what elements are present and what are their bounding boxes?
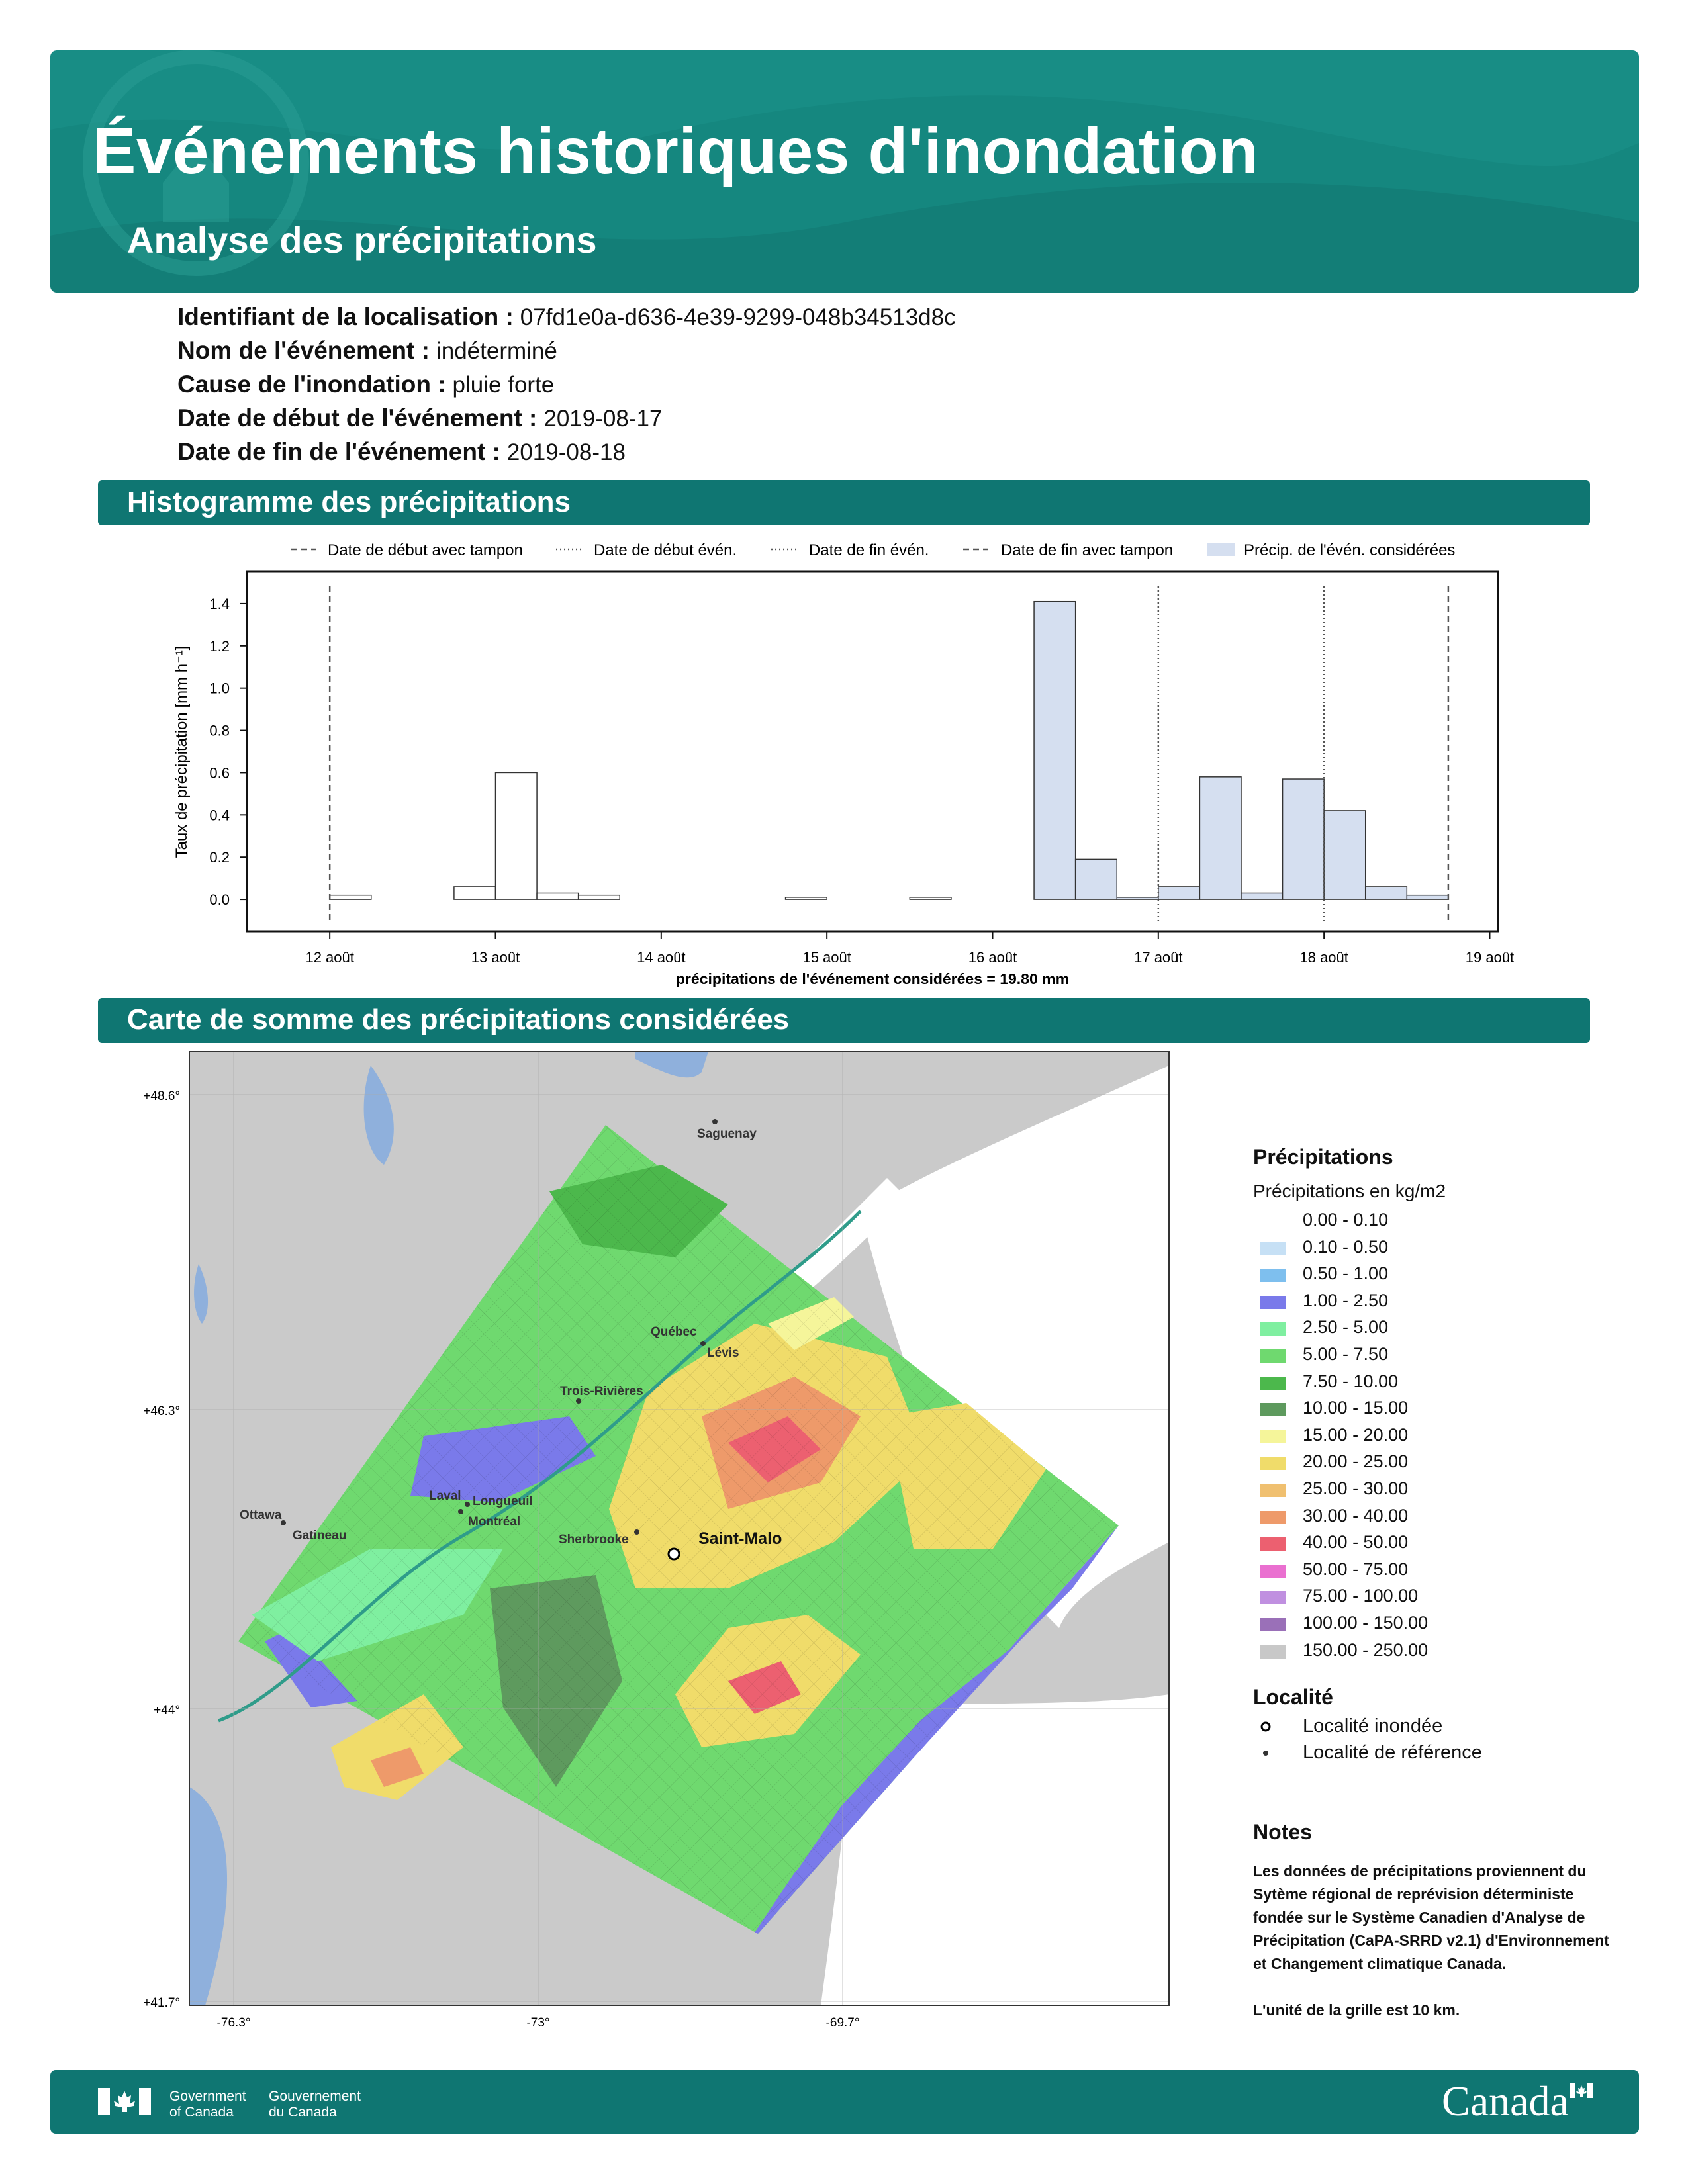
- histogram-bar: [537, 893, 579, 900]
- info-flood-cause: [177, 371, 554, 398]
- histogram-bar: [1117, 897, 1158, 899]
- legend-class-item: [1237, 1584, 1568, 1611]
- histogram-bar: [1407, 895, 1448, 899]
- section-title: Carte de somme des précipitations considérées: [127, 1003, 790, 1036]
- x-tick-label: 18 août: [1299, 949, 1348, 966]
- histogram-bar: [579, 895, 620, 899]
- place-label: Laval: [429, 1489, 461, 1503]
- place-label-flooded: Saint-Malo: [698, 1529, 782, 1548]
- legend-label: 2.50 - 5.00: [1303, 1317, 1389, 1338]
- canada-wordmark: Canada: [1442, 2077, 1569, 2124]
- histogram-bar: [1076, 859, 1117, 899]
- wordmark-flag-icon: [1570, 2083, 1593, 2098]
- legend-class-item: [1237, 1370, 1568, 1396]
- histogram-bar: [786, 897, 827, 899]
- section-histogram-header: [98, 480, 1590, 525]
- info-value: 2019-08-18: [506, 439, 626, 465]
- gov-text-line: of Canada: [169, 2105, 234, 2120]
- legend-label: Localité inondée: [1303, 1715, 1443, 1737]
- notes-paragraph: L'unité de la grille est 10 km.: [1253, 2001, 1460, 2019]
- y-tick-label: 0.6: [209, 764, 230, 782]
- legend-color-swatch: [1260, 1565, 1286, 1578]
- legend-class-item: [1237, 1316, 1568, 1342]
- lat-label: +44°: [154, 1704, 180, 1717]
- histogram-bar: [1241, 893, 1283, 900]
- place-dot-icon: [465, 1502, 470, 1507]
- lon-label: -69.7°: [825, 2016, 860, 2030]
- legend-label: Date de fin avec tampon: [1001, 541, 1174, 559]
- y-tick-label: 0.0: [209, 891, 230, 909]
- legend-color-swatch: [1260, 1484, 1286, 1497]
- legend-subtitle: Précipitations en kg/m2: [1253, 1181, 1446, 1201]
- histogram-bar: [1158, 887, 1200, 899]
- legend-color-swatch: [1260, 1645, 1286, 1659]
- legend-class-item: [1237, 1424, 1568, 1450]
- legend-color-swatch: [1260, 1591, 1286, 1604]
- legend-class-item: [1237, 1612, 1568, 1638]
- lon-label: -73°: [526, 2016, 550, 2030]
- info-label: Nom de l'événement :: [177, 337, 430, 364]
- lat-label: +48.6°: [143, 1089, 180, 1103]
- legend-color-swatch: [1260, 1537, 1286, 1551]
- legend-color-swatch: [1260, 1322, 1286, 1336]
- histogram-bar: [1034, 602, 1076, 899]
- legend-label: Date de fin évén.: [809, 541, 929, 559]
- place-dot-icon: [576, 1398, 581, 1404]
- lat-label: +41.7°: [143, 1996, 180, 2010]
- legend-class-item: [1237, 1208, 1568, 1235]
- legend-class-item: [1237, 1504, 1568, 1531]
- legend-color-swatch: [1260, 1215, 1286, 1228]
- legend-label: 150.00 - 250.00: [1303, 1639, 1429, 1660]
- place-label: Gatineau: [293, 1529, 347, 1543]
- legend-color-swatch: [1260, 1269, 1286, 1282]
- histogram-bar: [910, 897, 951, 899]
- legend-color-swatch: [1260, 1349, 1286, 1363]
- place-dot-icon: [458, 1509, 463, 1514]
- legend-label: 50.00 - 75.00: [1303, 1559, 1409, 1579]
- gov-text-line: Government: [169, 2089, 246, 2104]
- legend-label: 0.00 - 0.10: [1303, 1210, 1389, 1230]
- x-tick-label: 16 août: [968, 949, 1017, 966]
- info-label: Date de fin de l'événement :: [177, 438, 500, 465]
- legend-label: 0.50 - 1.00: [1303, 1263, 1389, 1284]
- info-value: pluie forte: [452, 372, 555, 398]
- place-label: Montréal: [468, 1515, 521, 1529]
- legend-class-item: [1237, 1639, 1568, 1665]
- y-tick-label: 1.4: [209, 595, 230, 612]
- precipitation-histogram: [152, 529, 1549, 993]
- place-label: Trois-Rivières: [560, 1385, 643, 1398]
- info-event-name: [177, 337, 557, 365]
- info-value: indéterminé: [436, 338, 557, 364]
- legend-color-swatch: [1260, 1618, 1286, 1631]
- histogram-bar: [1283, 779, 1325, 899]
- y-tick-label: 1.0: [209, 680, 230, 697]
- legend-title: Précipitations: [1253, 1145, 1393, 1169]
- place-label: Ottawa: [240, 1508, 282, 1522]
- info-value: 07fd1e0a-d636-4e39-9299-048b34513d8c: [520, 304, 956, 330]
- page-subtitle: Analyse des précipitations: [127, 219, 597, 261]
- gov-text-line: du Canada: [269, 2105, 337, 2120]
- legend-class-item: [1237, 1450, 1568, 1477]
- histogram-bar: [1199, 777, 1241, 899]
- flooded-place-icon: [669, 1549, 679, 1559]
- legend-label: 10.00 - 15.00: [1303, 1398, 1409, 1418]
- legend-label: 5.00 - 7.50: [1303, 1344, 1389, 1364]
- legend-label: 30.00 - 40.00: [1303, 1505, 1409, 1525]
- legend-label: 7.50 - 10.00: [1303, 1371, 1399, 1391]
- place-label: Lévis: [707, 1346, 739, 1360]
- info-start-date: [177, 404, 662, 432]
- x-tick-label: 15 août: [802, 949, 851, 966]
- place-label: Sherbrooke: [559, 1533, 629, 1547]
- legend-class-item: [1237, 1558, 1568, 1584]
- place-label: Saguenay: [697, 1127, 757, 1141]
- y-tick-label: 1.2: [209, 637, 230, 655]
- legend-color-swatch: [1260, 1296, 1286, 1309]
- legend-class-item: [1237, 1236, 1568, 1262]
- legend-label: 15.00 - 20.00: [1303, 1424, 1409, 1445]
- histogram-bar: [1366, 887, 1407, 899]
- y-axis-label: Taux de précipitation [mm h⁻¹]: [173, 645, 191, 858]
- histogram-bar: [1324, 811, 1366, 899]
- precipitation-map: [93, 1046, 1185, 2052]
- place-label: Québec: [651, 1325, 697, 1339]
- legend-class-item: [1237, 1396, 1568, 1423]
- info-end-date: [177, 438, 626, 466]
- legend-class-item: [1237, 1262, 1568, 1289]
- info-label: Identifiant de la localisation :: [177, 303, 514, 330]
- legend-color-swatch: [1260, 1511, 1286, 1524]
- info-location-id: [177, 303, 956, 331]
- place-dot-icon: [700, 1341, 706, 1346]
- legend-color-swatch: [1260, 1430, 1286, 1443]
- notes-title: Notes: [1253, 1820, 1312, 1844]
- legend-color-swatch: [1260, 1457, 1286, 1470]
- legend-label: 100.00 - 150.00: [1303, 1613, 1429, 1633]
- legend-label: 75.00 - 100.00: [1303, 1586, 1419, 1606]
- info-label: Cause de l'inondation :: [177, 371, 446, 398]
- y-tick-label: 0.8: [209, 722, 230, 739]
- legend-label: Localité de référence: [1303, 1742, 1482, 1763]
- legend-label: 1.00 - 2.50: [1303, 1290, 1389, 1310]
- legend-locality-flooded: [1237, 1714, 1568, 1741]
- x-tick-label: 19 août: [1465, 949, 1515, 966]
- lon-label: -76.3°: [216, 2016, 251, 2030]
- x-tick-label: 17 août: [1134, 949, 1183, 966]
- legend-label: 25.00 - 30.00: [1303, 1479, 1409, 1498]
- y-tick-label: 0.4: [209, 807, 230, 824]
- legend-class-item: [1237, 1531, 1568, 1557]
- gov-name-en: [169, 2089, 246, 2120]
- x-axis: [305, 931, 1514, 966]
- histogram-bar: [495, 772, 537, 899]
- legend-label: Date de début avec tampon: [328, 541, 523, 559]
- legend-class-item: [1237, 1343, 1568, 1369]
- legend-class-item: [1237, 1477, 1568, 1504]
- canada-flag-icon: [98, 2088, 151, 2115]
- page-title: Événements historiques d'inondation: [93, 114, 1259, 187]
- x-tick-label: 14 août: [637, 949, 686, 966]
- legend-label: Précip. de l'évén. considérées: [1244, 541, 1456, 559]
- y-tick-label: 0.2: [209, 849, 230, 866]
- legend-class-item: [1237, 1289, 1568, 1316]
- histogram-bar: [330, 895, 371, 899]
- lat-label: +46.3°: [143, 1404, 180, 1418]
- section-map-header: [98, 998, 1590, 1043]
- legend-color-swatch: [1260, 1377, 1286, 1390]
- section-title: Histogramme des précipitations: [127, 486, 571, 518]
- place-dot-icon: [712, 1119, 718, 1124]
- gov-name-fr: [269, 2089, 361, 2120]
- info-value: 2019-08-17: [543, 406, 663, 432]
- info-label: Date de début de l'événement :: [177, 404, 538, 432]
- x-tick-label: 13 août: [471, 949, 520, 966]
- x-tick-label: 12 août: [305, 949, 354, 966]
- chart-legend: [291, 541, 1455, 559]
- legend-color-swatch: [1260, 1403, 1286, 1416]
- legend-label: 40.00 - 50.00: [1303, 1532, 1409, 1553]
- place-dot-icon: [634, 1529, 639, 1535]
- hollow-circle-icon: [1260, 1719, 1286, 1733]
- legend-considered-swatch: [1207, 543, 1235, 556]
- place-label: Longueuil: [473, 1494, 533, 1508]
- histogram-bar: [454, 887, 496, 899]
- notes-paragraph: Les données de précipitations proviennent du Sytème régional de reprévision déterministe fondée sur le Système Canadien d'Analyse de Précipitation (CaPA-SRRD v2.1) d'Environnement et Changement climatique Canada.: [1253, 1862, 1609, 1972]
- legend-label: 0.10 - 0.50: [1303, 1236, 1389, 1257]
- x-axis-label: précipitations de l'événement considérées = 19.80 mm: [675, 970, 1070, 987]
- legend-color-swatch: [1260, 1242, 1286, 1255]
- legend-label: 20.00 - 25.00: [1303, 1451, 1409, 1472]
- locality-title: Localité: [1253, 1685, 1333, 1709]
- filled-dot-icon: [1260, 1746, 1286, 1759]
- notes-body: [1253, 1860, 1624, 2022]
- gov-text-line: Gouvernement: [269, 2089, 361, 2104]
- legend-locality-reference: [1237, 1741, 1568, 1767]
- legend-label: Date de début évén.: [594, 541, 737, 559]
- y-axis: [209, 596, 247, 908]
